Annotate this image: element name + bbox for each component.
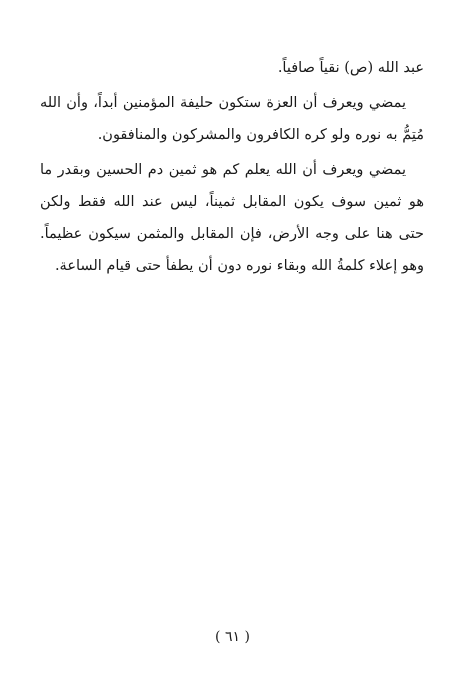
page-number: ( ٦١ )	[215, 629, 250, 645]
paragraph-2: يمضي ويعرف أن العزة ستكون حليفة المؤمنين أبداً، وأن الله مُتِمُّ به نوره ولو كره الكافرون والمشركون والمنافقون.	[40, 95, 424, 143]
paragraph-3: يمضي ويعرف أن الله يعلم كم هو ثمين دم الحسين وبقدر ما هو ثمين سوف يكون المقابل ثميناً، ليس عند الله فقط ولكن حتى هنا على وجه الأرض، فإن المقابل والمثمن سيكون عظيماً. وهو إعلاء كلمةُ الله وبقاء نوره دون أن يطفأ حتى قيام الساعة.	[40, 162, 424, 274]
paragraph-1: عبد الله (ص) نقياً صافياً.	[277, 60, 424, 76]
body-text	[40, 52, 424, 282]
